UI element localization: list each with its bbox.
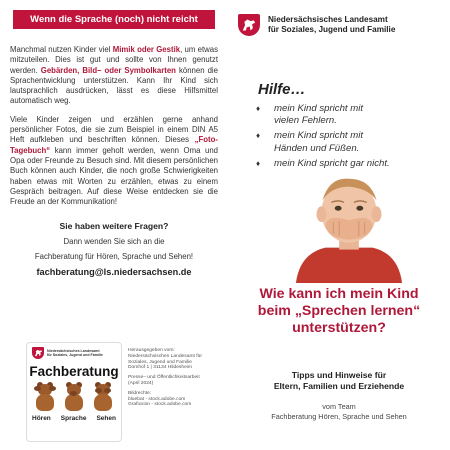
card-logo-text: Niedersächsisches Landesamt	[47, 348, 100, 353]
label-hoeren: Hören	[32, 415, 51, 422]
main-question-line: Wie kann ich mein Kind	[259, 286, 419, 302]
list-item-text: mein Kind spricht mit	[274, 130, 364, 142]
fachberatung-card	[26, 342, 122, 442]
imprint	[128, 348, 222, 408]
imprint-line: Bildrechte:	[128, 390, 152, 396]
bear-eyes-icon	[92, 382, 114, 412]
contact-line: Dann wenden Sie sich an die	[63, 237, 165, 247]
list-item: ♦ mein Kind spricht mit Händen und Füßen.	[256, 130, 364, 154]
list-item: ♦ mein Kind spricht mit vielen Fehlern.	[256, 103, 364, 127]
list-item-text: vielen Fehlern.	[274, 115, 337, 127]
highlight-text: „Foto-Tagebuch“	[10, 135, 218, 155]
main-question-line: beim „Sprechen lernen“	[257, 303, 421, 319]
hilfe-heading: Hilfe…	[258, 81, 306, 98]
text-run: , um etwas mitzuteilen. Dies ist gut und sollte von Ihnen genutzt werden.	[10, 45, 218, 75]
highlight-text: Mimik oder Gestik	[112, 45, 181, 54]
text-run: Viele Kinder zeigen und erzählen gerne anhand persönlicher Fotos, die sie zum Beispiel in einem DIN A5 Heft aufkleben und beschriften können. Dieses	[10, 114, 218, 145]
highlight-text: Gebärden, Bild– oder Symbolkarten	[40, 65, 176, 75]
imprint-line: Presse– und Öffentlichkeitsarbeit	[128, 375, 200, 381]
paragraph-gestures	[10, 45, 218, 107]
team-credit	[228, 402, 450, 422]
card-labels	[27, 415, 121, 422]
main-question-line: unterstützen?	[292, 320, 386, 336]
imprint-line: (April 2024)	[128, 380, 154, 386]
section-banner: Wenn die Sprache (noch) nicht reicht	[13, 10, 215, 29]
card-logo-text: für Soziales, Jugend und Familie	[47, 353, 103, 357]
list-item-text: mein Kind spricht mit	[274, 103, 364, 114]
concern-list	[256, 103, 446, 173]
main-question	[228, 286, 450, 337]
child-photo	[290, 165, 408, 283]
list-item-text: mein Kind spricht gar nicht.	[274, 157, 390, 169]
agency-name: für Soziales, Jugend und Familie	[268, 25, 396, 34]
paragraph-photo-diary	[10, 115, 218, 208]
subtitle-line: Eltern, Familien und Erziehende	[273, 381, 405, 391]
imprint-line: Soziales, Jugend und Familie	[128, 359, 192, 365]
imprint-line: Niedersächsischen Landesamt für	[128, 353, 202, 359]
team-line: Fachberatung Hören, Sprache und Sehen	[271, 412, 407, 421]
bears-illustration	[27, 379, 121, 412]
label-sprache: Sprache	[60, 415, 87, 422]
imprint-line: Herausgegeben vom:	[128, 348, 175, 353]
card-title: Fachberatung	[29, 364, 119, 379]
list-item: ♦ mein Kind spricht gar nicht.	[256, 157, 390, 169]
horse-crest-icon	[238, 14, 260, 36]
text-run: können die Sprachentwicklung unterstützen. Kann Ihr Kind sich lautsprachlich ausdrücken, lässt es diese Hilfsmittel automatisch weg.	[10, 65, 218, 106]
bear-mouth-icon	[63, 382, 85, 412]
imprint-line: Grafixxion - stock.adobe.com	[128, 402, 192, 408]
contact-line: Fachberatung für Hören, Sprache und Sehen!	[34, 252, 194, 262]
text-run: kann immer geholt werden, wenn Oma und Opa oder Freunde zu Besuch sind. Mit diesem persönlichen Buch können auch Kinder, die noch große Schwierigkeiten haben etwas mit Worten zu erzählen, etwas zu einem Gespräch beitragen. Auf diese Weise entdecken sie die Freude an der Kommunikation!	[10, 145, 218, 207]
list-item-text: Händen und Füßen.	[274, 142, 360, 154]
subtitle-line: Tipps und Hinweise für	[291, 370, 387, 380]
bear-ears-icon	[34, 382, 56, 412]
text-run: Manchmal nutzen Kinder viel	[10, 45, 113, 54]
contact-email-link[interactable]: fachberatung@ls.niedersachsen.de	[36, 267, 192, 278]
subtitle	[228, 370, 450, 392]
team-line: vom Team	[322, 402, 356, 411]
label-sehen: Sehen	[96, 415, 116, 422]
agency-name: Niedersächsisches Landesamt	[268, 15, 388, 24]
contact-section	[10, 221, 218, 277]
footer-row	[26, 342, 222, 442]
horse-crest-icon	[32, 347, 44, 359]
imprint-line: bluebat - stock.adobe.com	[128, 396, 186, 402]
card-logo	[27, 343, 121, 359]
agency-logo	[238, 14, 395, 36]
imprint-line: Domhof 1 | 31134 Hildesheim	[128, 365, 192, 371]
contact-title: Sie haben weitere Fragen?	[59, 221, 169, 232]
